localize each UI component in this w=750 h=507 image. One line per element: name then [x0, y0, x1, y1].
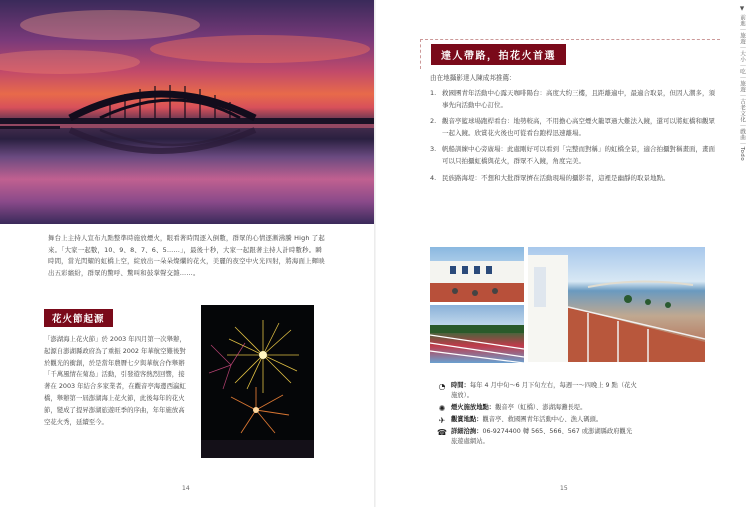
cafe-terrace-photo: [430, 247, 524, 302]
rainbow-bridge-silhouette: [0, 0, 374, 224]
visitor-info: [437, 381, 637, 449]
origin-heading: 花火節起源: [44, 309, 113, 327]
info-viewing-spots: ✈ 觀賞地點：觀音亭、救國團青年活動中心、漁人碼頭。: [438, 416, 603, 425]
bridge-sunset-photo: [0, 0, 374, 224]
chapter-nav-text: ▼ 前進｜旅遊｜大小｜吃｜旅遊｜古老文化｜戲曲｜Todo: [739, 6, 745, 162]
fireworks-photo: [201, 305, 314, 458]
origin-paragraph: 「澎湖海上花火節」於 2003 年四月第一次舉辦，起源自澎湖縣政府為了重振 2002 年華航空難後對於觀光的衝創，於是當年農曆七夕與華航合作舉辦「千萬風情在菊島」活動，引發遊客熱烈回響，接著在 2003 年結合多家業者，在觀音亭海邊西瀛虹橋，舉辦第一屆澎湖海上花火節，此後每年的花火節，變成了提昇澎湖旅遊旺季的序曲，年年施放高空花火秀，延續至今。: [44, 335, 186, 426]
page-number-left: 14: [182, 485, 190, 492]
gutter: [374, 0, 376, 507]
intro-paragraph: 舞台上主持人宣布九點整準時施放煙火，眼看著時間逐入倒數，群眾的心情逐漸沸騰 High 了起來。「大家一起數，10、9、8、7、6、5……」，最後十秒，大家一起跟著主持人計時數秒。瞬時間，當光閃耀的虹橋上空，綻放出一朵朵燦爛的花火，美麗的夜空中火光四射，將海面上輝映出五彩繽紛，群眾的驚呼、驚叫和鼓掌聲交雜……。: [48, 234, 325, 277]
phone-icon: ☎: [437, 428, 447, 437]
list-item: 1. 救國團青年活動中心露天咖啡陽台：高度大約三樓，且距離適中，最適合取景，但因人潮多，須事先向活動中心訂位。: [430, 89, 715, 109]
location-icon: ✈: [438, 416, 446, 425]
chapter-sidebar: [735, 2, 750, 212]
list-item: 2. 觀音亭籃球場跑桿看台：地勢較高，不用擔心高空煙火籠罩過大難法入鏡，還可以將虹橋和觀眾一起入鏡。欣賞花火後也可從看台跑桿迅速離場。: [430, 117, 715, 137]
tip-intro: 由在地攝影達人陳成邦推薦：: [430, 74, 516, 82]
tip-heading: 達人帶路，拍花火首選: [431, 44, 566, 65]
bleachers-photo: [430, 305, 524, 363]
tip-list: [430, 88, 720, 189]
page-number-right: 15: [560, 485, 568, 492]
list-item: 4. 民族路海堤：不想和大批群眾擠在活動現場的攝影者，這裡是幽靜的取景地點。: [430, 173, 670, 182]
info-launch-site: ✺ 煙火施放地點：觀音亭（虹橋）、澎湖海灘長堤。: [438, 404, 587, 413]
clock-icon: ◔: [438, 382, 446, 391]
info-contact: ☎ 詳細洽詢：06-9274400 轉 565、566、567 或澎湖縣政府觀光旅遊處網站。: [437, 428, 633, 445]
info-time: ◔ 時間：每年 4 月中旬～6 月下旬左右，每週一～四晚上 9 點（花火施放）。: [438, 382, 637, 399]
firework-icon: ✺: [438, 404, 446, 413]
list-item: 3. 帆船訓練中心旁廣場：此處剛好可以看到「完整而對稱」的虹橋全景，適合拍攝對稱畫面，畫面可以只拍攝虹橋與花火，群眾不入鏡，角度完美。: [430, 145, 715, 165]
harbor-terrace-photo: [528, 247, 705, 362]
